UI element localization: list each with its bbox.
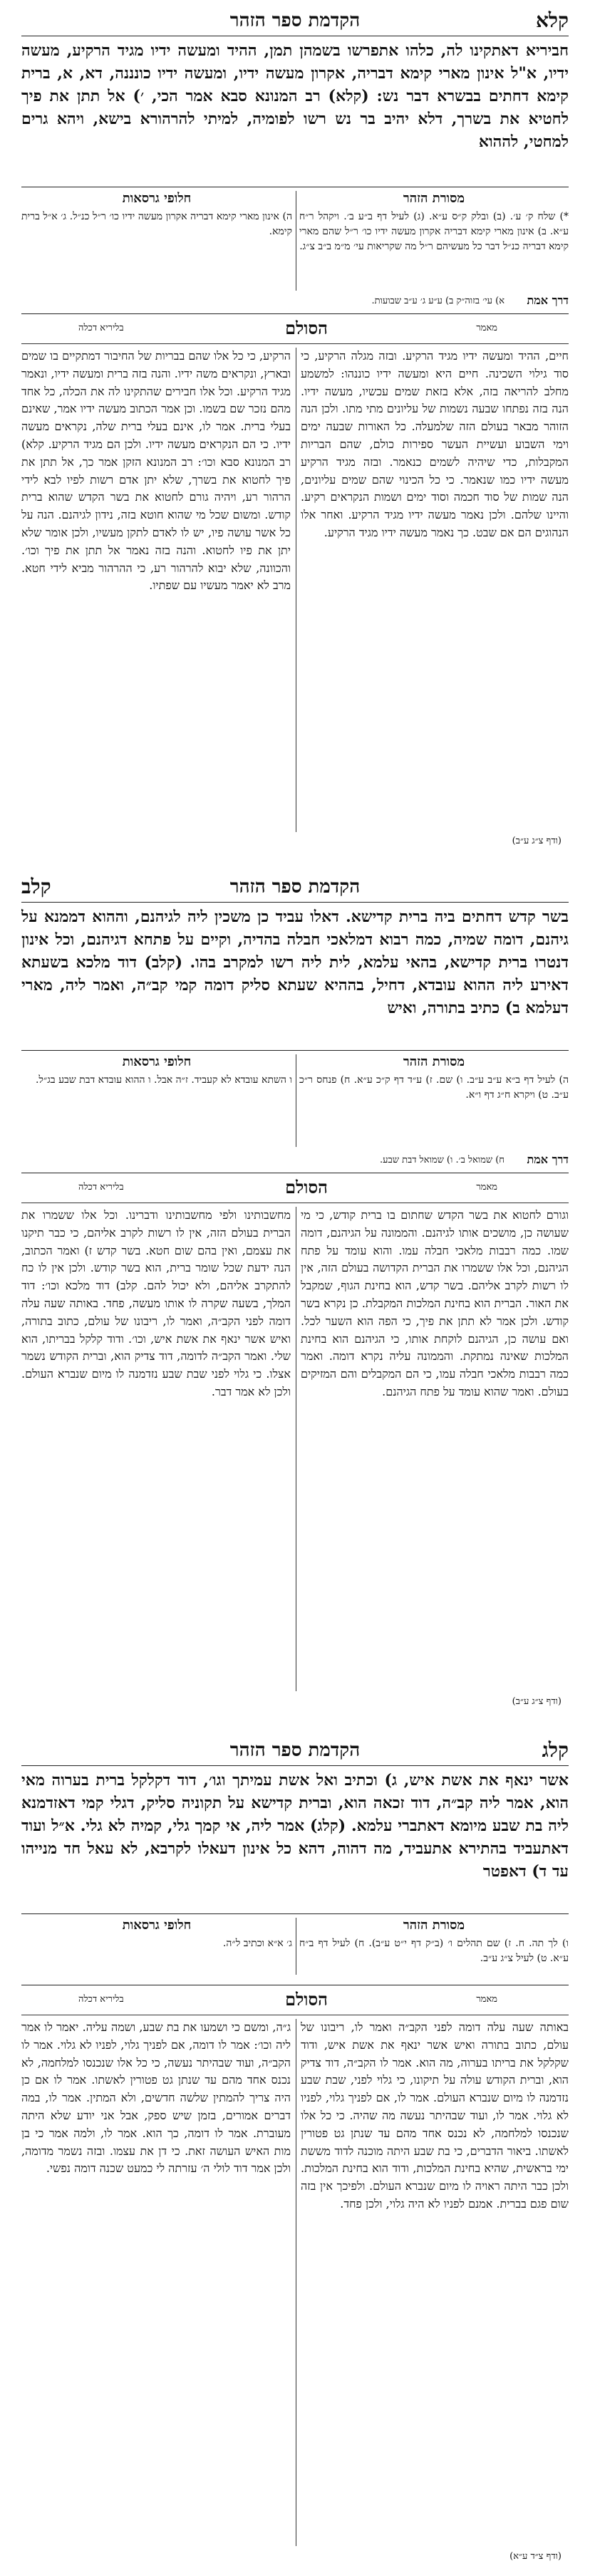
sources-text: ו) לך תה. ח. ז) שם תהלים ו׳ (ב״ק דף י״ט ע״ב). ח) לעיל דף ב״ח ע״א. ט) לעיל צ״ג ע״ב.: [299, 1938, 569, 1964]
page-131: [0, 0, 590, 855]
variants-text: ג׳ א״א וכתיב ל״ה.: [222, 1938, 292, 1949]
sulam-sub: מאמר: [476, 1182, 497, 1193]
page-footnote: (ודף צ״ד ע״א): [509, 2551, 561, 2562]
running-title: הקדמת ספר הזהר: [229, 876, 361, 898]
running-title: הקדמת ספר הזהר: [229, 10, 361, 31]
derech-emet-label: דרך אמת: [527, 294, 569, 307]
page-133: [0, 1731, 590, 2576]
sulam-sub: מאמר: [476, 1994, 497, 2005]
biurim-header: בליריא דכלה: [78, 323, 124, 333]
sulam-header: הסולם: [285, 1177, 328, 1198]
page-number: קלא: [535, 9, 569, 32]
biurim-header: בליריא דכלה: [78, 1994, 124, 2005]
sulam-header: הסולם: [285, 318, 328, 338]
variants-header: חלופי גרסאות: [122, 1918, 192, 1933]
page-header: [21, 872, 569, 900]
sources-header: מסורת הזהר: [403, 191, 465, 206]
page-footnote: (ודף צ״ג ע״ב): [512, 836, 561, 846]
derech-emet-text: א) עי׳ בזוה״ק ב) ע״ע ג׳ ע״ב שבועות.: [371, 296, 504, 306]
variants-text: ו השתא עובדא לא קעביד. ז״ה אבל. ו ההוא עובדא דבת שבע בג״ל.: [35, 1074, 292, 1086]
sulam-header: הסולם: [285, 1989, 328, 2010]
sources-header: מסורת הזהר: [403, 1054, 465, 1069]
variants-header: חלופי גרסאות: [122, 191, 192, 206]
sulam-column-left: מחשבותינו ולפי מחשבותינו ודברינו. וכל אלו ששמרו את הברית בעולם הזה, אין לו רשות לקרב אליהם, כי כבר תיקנו את עצמם, ואין בהם שום חטא. בשר קדש ז) ואמר הכתוב, הנה ידעת שכל שומר ברית, הוא בשר קודש. ולכן אין לו כח להתקרב אליהם, ולא יכול להם. קלב) דוד מלכא וכו׳: דוד המלך, בשעה שקרה לו אותו מעשה, פחד. באותה שעה עלה דומה לפני הקב״ה, ואמר לו, ריבונו של עולם, כתוב בתורה, ואיש אשר ינאף את אשת איש, וכו׳. ודוד קלקל בבריתו, הוא שלי. ואמר הקב״ה לדומה, דוד צדיק הוא, וברית הקודש נשמר אצלו. כי גלוי לפני שבת שבע נזדמנה לו מיום שנברא העולם. ולכן לא אמר דבר.: [21, 1208, 291, 1398]
page-number: קלב: [21, 875, 51, 898]
page-132: [0, 868, 590, 1723]
page-header: [21, 6, 569, 34]
variants-text: ה) אינון מארי קימא דבריה אקרון מעשה ידיו כו׳ ר״ל כנ״ל. ג׳ א״ל ברית קימא.: [21, 211, 292, 237]
page-header: [21, 1735, 569, 1764]
page-footnote: (ודף צ״ג ע״ב): [512, 1696, 561, 1707]
page-number: קלג: [542, 1738, 569, 1762]
derech-emet-text: ח) שמואל ב׳. ו) שמואל דבת שבע.: [380, 1155, 504, 1165]
sources-text: ה) לעיל דף ב״א ע״ב ע״ב. ו) שם. ז) ע״ד דף ק״כ ע״א. ח) פנחס ר״כ ע״ב. ט) ויקרא ח״ג דף ו״א.: [299, 1074, 569, 1101]
zohar-main-text: בשר קדש דחתים ביה ברית קדישא. דאלו עביד כן משכין ליה לגיהנם, וההוא דממנא על גיהנם, דומה שמיה, כמה רבוא דמלאכי חבלה בהדיה, וקיים על פתחא דגיהנם, וכל אינון דנטרו ברית קדישא, בהאי עלמא, לית ליה רשו למקרב בהו. (קלב) דוד מלכא בשעתא דאירע ליה ההוא עובדא, דחיל, בההיא שעתא סליק דומה קמי קב״ה, ואמר ליה, מארי דעלמא ב) כתיב בתורה, ואיש: [21, 908, 569, 1017]
derech-emet-label: דרך אמת: [527, 1153, 569, 1166]
sulam-column-left: הרקיע, כי כל אלו שהם בבריות של החיבור דמתקיים בו שמים ובארץ, ונקראים משה ידיו. והנה בזה ברית ומעשה ידיו, ונאמר מגיד הרקיע. וכל אלו חבירים שהתקינו לה את הכלה, כל אחד מהם נזכר שם בשמו. וכן אמר הכתוב מעשה ידיו אמר, שאינם בעלי ברית. אמר לו, אינם בעלי ברית שלה, נקראים מעשה ידיו. כי הם הנקראים מעשה ידיו. ולכן הם מגיד הרקיע. קלא) רב המנונא סבא וכו׳: רב המנונא הזקן אמר כך, אל תתן את פיך לחטוא את בשרך, שלא יתן אדם רשות לפיו לבא לידי הרהור רע, ויהיה גורם לחטוא את בשר הקדש שהוא ברית קודש. ומשום שכל מי שהוא חוטא בזה, נידון לגיהנם. הנה על כל אשר עושה פיו, יש לו לאדם לתקן מעשיו, ולכן אומר שלא יתן את פיו לחטוא. והנה בזה נאמר אל תתן את פיך וכו׳. והכוונה, שלא יבוא להרהור רע, כי ההרהור מביא לידי חטא. מרב לא יאמר מעשיו עם שפתיו.: [21, 349, 291, 593]
sources-text: *) שלח ק׳ ע׳. (ב) ובלק ק״ס ע״א. (ג) לעיל דף ב״ע ב׳. ויקהל ר״ח ע״א. ב) אינון מארי קימא דבריה אקרון מעשה ידיו כו׳ ר״ל שהם מארי קימא דבריה כנ״ל דבר כל מעשיהם ר״ל מה שקריאות עי׳ מ״מ ב״ב צ״ג.: [299, 211, 569, 252]
sulam-column-left: ג״ה, ומשם כי ושמעו את בת שבע, ושמה עליה. יאמר לו אמר ליה וכו׳: אמר לו דומה, אם לפניך גלוי, לפניו לא גלוי. אמר לו הקב״ה, ועוד שבהיתר נעשה, כי כל אלו שנכנסו למלחמה, לא נכנס אחד מהם עד שנתן גט פטורין לאשתו. אמר לו אם כן היה צריך להמתין שלשה חדשים, ולא המתין. אמר לו, במה דברים אמורים, בזמן שיש ספק, אבל אני יודע שלא היתה מעוברת. אמר לו דומה, כך הוא. אמר לו, ולמה אמר כי בן מות האיש העושה זאת. כי דן את עצמו. ובזה נשמר מדומה, ולכן אמר דוד לולי ה׳ עזרתה לי כמעט שכנה דומה נפשי.: [21, 2020, 291, 2176]
sulam-column-right: וגורם לחטוא את בשר הקדש שחתום בו ברית קודש, כי מי שעושה כן, מושכים אותו לגיהנם. והממונה על הגיהנם, דומה שמו. כמה רבבות מלאכי חבלה עמו. והוא עומד על פתח הגיהנם, וכל אלו ששמרו את הברית הקדושה בעולם הזה, אין לו רשות לקרב אליהם. בשר קדש, הוא בחינת הגוף, שמקבל את האור. הברית הוא בחינת המלכות המקבלת. כן נקרא בשר קודש. ולכן אמר לא תתן את פיך, כי הפה הוא השער לכל. ואם עושה כן, הגיהנם לוקחת אותו, כי הגיהנם הוא בחינת המלכות שאינה נמתקת. והממונה עליה נקרא דומה. ואמר כמה רבבות מלאכי חבלה עמו, כי הם המקבלים והם המזיקים בעולם. ואמר שהוא עומד על פתח הגיהנם.: [301, 1208, 569, 1398]
sources-header: מסורת הזהר: [403, 1918, 465, 1933]
sulam-sub: מאמר: [476, 323, 497, 333]
zohar-main-text: חביריא דאתקינו לה, כלהו אתפרשו בשמהן תמן, ההיד ומעשה ידיו מגיד הרקיע, מעשה ידיו, א"ל אינון מארי קימא דבריה, אקרון מעשה ידיו, ומעשה ידיו כונננה, דא, א, ברית קימא דחתים בבשרא דבר נש: (קלא) רב המנונא סבא אמר הכי, ׳) אל תתן את פיך לחטיא את בשרך, דלא יהיב בר נש רשו לפומיה, למיתי להרהורא בישא, ויהא גרים למחטי, לההוא: [21, 41, 569, 151]
biurim-header: בליריא דכלה: [78, 1182, 124, 1193]
variants-header: חלופי גרסאות: [122, 1054, 192, 1069]
sulam-column-right: חיים, ההיד ומעשה ידיו מגיד הרקיע. ובזה מגלה הרקיע, כי סוד גילוי השכינה. חיים היא ומעשה ידיו כוננהו: למשמע מחלב להריאה בזה, אלא בזאת שמים עכשיו, מעשה ידיו. הנה בזה נפתחו שבעה נשמות של עליונים מתי מתו. ולכן הנה הזוהר מבאר בעולם הזה שלמעלה. כל האורות שבעה ימים וימי השבוע ועשיית העשר ספירות כולם, שהם הבריות המקבלות, כדי שיהיה לשמים כנאמר. ובזה מגיד הרקיע מעשה ידיו כמו שנאמר. כי כל הכינוי שהם שמים עליונים, הנה שמות של סוד חכמה וסוד ימים ושמות הנקראים רקיע. והיינו שלהם. ולכן נאמר מעשה ידיו מגיד הרקיע. ואחר אלו הנהוגים הם אם שבט. כך נאמר מעשה ידיו מגיד הרקיע.: [301, 349, 569, 539]
zohar-main-text: אשר ינאף את אשת איש, ג) וכתיב ואל אשת עמיתך וגו׳, דוד דקלקל ברית בערוה מאי הוא, אמר ליה קב״ה, דוד זכאה הוא, וברית קדישא על תקוניה סליק, דגלי קמי דאזדמנא ליה בת שבע מיומא דאתברי עלמא. (קלג) אמר ליה, אי קמך גלי, קמיה לא גלי. א״ל ועוד דאתעביד בהתירא אתעביד, מה דהוה, דהא כל אינון דעאלו לקרבא, לא עאל חד מנייהו עד ד) דאפטר: [21, 1771, 569, 1881]
sulam-column-right: באותה שעה עלה דומה לפני הקב״ה ואמר לו, ריבונו של עולם, כתוב בתורה ואיש אשר ינאף את אשת איש, ודוד שקלקל את בריתו בערוה, מה הוא. אמר לו הקב״ה, דוד צדיק הוא, וברית הקודש עולה על תיקונו, כי גלוי לפני, שבת שבע נזדמנה לו מיום שנברא העולם. אמר לו, אם לפניך גלוי, לפניו לא גלוי. אמר לו, ועוד שבהיתר נעשה מה שהיה. כי כל אלו שנכנסו למלחמה, לא נכנס אחד מהם עד שנתן גט פטורין לאשתו. ביאור הדברים, כי בת שבע היתה מוכנה לדוד מששת ימי בראשית, שהיא בחינת המלכות, ודוד הוא בחינת המלכות. ולכן כבר היתה ראויה לו מיום שנברא העולם. ולפיכך אין בזה שום פגם בברית. אמנם לפניו לא היה גלוי, ולכן פחד.: [301, 2020, 569, 2211]
running-title: הקדמת ספר הזהר: [229, 1740, 361, 1761]
